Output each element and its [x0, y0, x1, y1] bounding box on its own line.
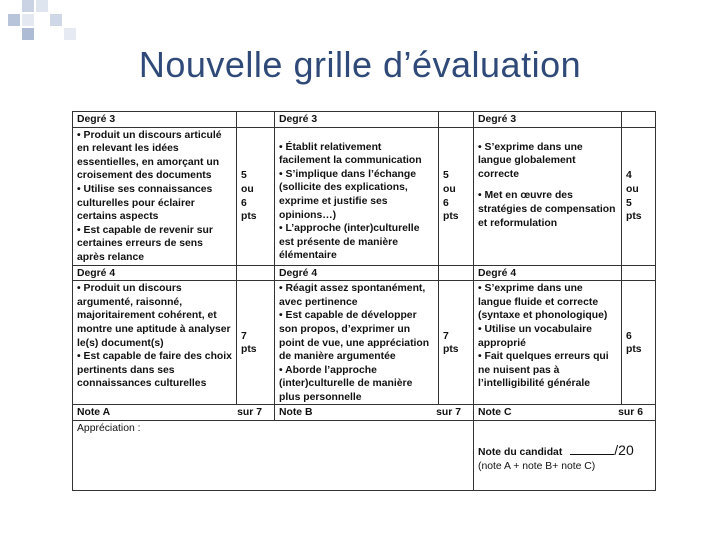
criterion: • Produit un discours articulé en relevant les idées essentielles, en amorçant un croisement des documents [77, 129, 222, 182]
criterion: • Fait quelques erreurs qui ne nuisent pas à l’intelligibilité générale [478, 351, 609, 390]
note-b-max: sur 7 [436, 407, 461, 419]
appreciation-row [73, 421, 656, 491]
degree-3-content-row [73, 127, 656, 265]
criterion: • Met en œuvre des stratégies de compensation et reformulation [478, 190, 616, 229]
candidate-formula: (note A + note B+ note C) [478, 460, 596, 472]
points-cell: 7 pts [237, 281, 275, 405]
degree-4-content-row [73, 281, 656, 405]
degree-4-header-row [73, 265, 656, 281]
criteria-cell [73, 281, 237, 405]
note-a-cell [73, 405, 275, 421]
criteria-cell [474, 127, 622, 265]
score-blank-line [570, 454, 614, 455]
degree-label: Degré 4 [275, 265, 439, 281]
candidate-label: Note du candidat [478, 447, 563, 459]
degree-3-header-row [73, 112, 656, 128]
criterion: • Est capable de faire des choix pertinents dans ses connaissances culturelles [77, 351, 232, 390]
degree-label: Degré 4 [73, 265, 237, 281]
criterion: • Aborde l’approche (inter)culturelle de manière plus personnelle [279, 364, 413, 403]
criterion: • Utilise ses connaissances culturelles pour éclairer certains aspects [77, 183, 213, 223]
candidate-score-line [478, 444, 651, 460]
note-c-cell [474, 405, 656, 421]
criterion: • Est capable de développer son propos, d’exprimer un point de vue, une appréciation de manière argumentée [279, 310, 430, 363]
evaluation-grid [72, 111, 656, 491]
criterion: • Réagit assez spontanément, avec pertinence [279, 283, 426, 308]
criteria-cell [275, 127, 439, 265]
corner-decoration [0, 0, 80, 42]
appreciation-cell [73, 421, 474, 491]
degree-label: Degré 3 [474, 112, 622, 128]
degree-label: Degré 4 [474, 265, 622, 281]
points-cell: 6 pts [622, 281, 656, 405]
criterion: • S’exprime dans une langue globalement correcte [478, 141, 583, 180]
criterion: • Utilise un vocabulaire approprié [478, 323, 592, 349]
note-b-label: Note B [279, 407, 313, 419]
points-cell: 5 ou 6 pts [237, 127, 275, 265]
candidate-score-total: /20 [614, 442, 634, 459]
criteria-cell [275, 281, 439, 405]
note-a-label: Note A [77, 407, 111, 419]
criterion: • Est capable de revenir sur certaines erreurs de sens après relance [77, 224, 213, 263]
note-b-cell [275, 405, 474, 421]
degree-label: Degré 3 [275, 112, 439, 128]
notes-row [73, 405, 656, 421]
note-a-max: sur 7 [237, 407, 262, 419]
note-c-label: Note C [478, 407, 512, 419]
criterion: • S’implique dans l’échange (sollicite des explications, exprime et justifie ses opinions…) [279, 168, 417, 221]
degree-label: Degré 3 [73, 112, 237, 128]
criterion: • S’exprime dans une langue fluide et correcte (syntaxe et phonologique) [478, 283, 608, 322]
criterion: • L’approche (inter)culturelle est présente de manière élémentaire [279, 223, 420, 262]
criteria-cell [73, 127, 237, 265]
candidate-score-cell [474, 421, 656, 491]
criterion: • Produit un discours argumenté, raisonné, majoritairement cohérent, et montre une aptitude à analyser le(s) document(s) [77, 283, 231, 349]
criteria-cell [474, 281, 622, 405]
criterion: • Établit relativement facilement la communication [279, 141, 422, 167]
appreciation-label: Appréciation : [77, 423, 141, 435]
points-cell: 7 pts [439, 281, 474, 405]
points-cell: 4 ou 5 pts [622, 127, 656, 265]
page-title: Nouvelle grille d’évaluation [138, 44, 582, 85]
points-cell: 5 ou 6 pts [439, 127, 474, 265]
note-c-max: sur 6 [618, 407, 643, 419]
